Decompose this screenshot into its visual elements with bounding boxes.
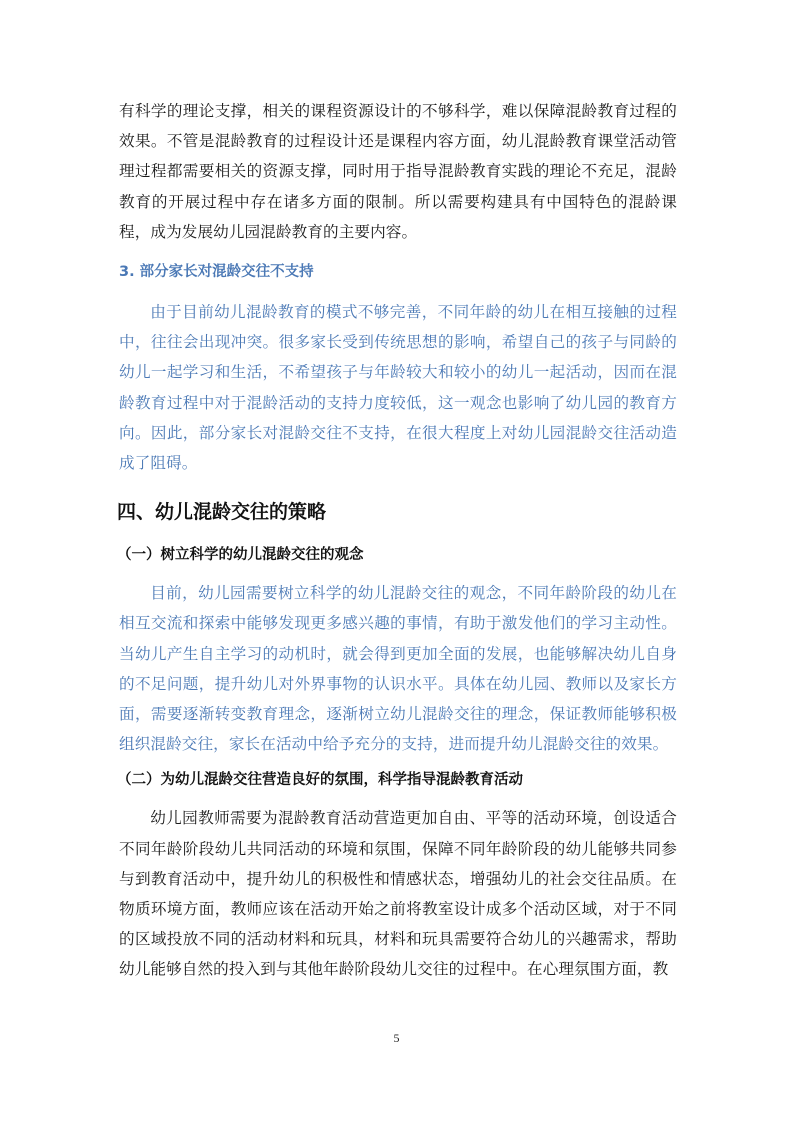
subheading-parents-not-supportive: 3. 部分家长对混龄交往不支持: [119, 264, 314, 281]
subheading-scientific-concept: （一）树立科学的幼儿混龄交往的观念: [117, 547, 364, 564]
paragraph-curriculum: 有科学的理论支撑，相关的课程资源设计的不够科学，难以保障混龄教育过程的效果。不管是混龄教育的过程设计还是课程内容方面，幼儿混龄教育课堂活动管理过程都需要相关的资源支撑，同时用于指导混龄教育实践的理论不充足，混龄教育的开展过程中存在诸多方面的限制。所以需要构建具有中国特色的混龄课程，成为发展幼儿园混龄教育的主要内容。: [119, 102, 677, 241]
paragraph-scientific-concept: 目前，幼儿园需要树立科学的幼儿混龄交往的观念，不同年龄阶段的幼儿在相互交流和探索中能够发现更多感兴趣的事情，有助于激发他们的学习主动性。当幼儿产生自主学习的动机时，就会得到更加全面的发展，也能够解决幼儿自身的不足问题，提升幼儿对外界事物的认识水平。具体在幼儿园、教师以及家长方面，需要逐渐转变教育理念，逐渐树立幼儿混龄交往的理念，保证教师能够积极组织混龄交往，家长在活动中给予充分的支持，进而提升幼儿混龄交往的效果。: [119, 584, 677, 754]
page-number: 5: [393, 1031, 400, 1045]
paragraph-parents: 由于目前幼儿混龄教育的模式不够完善，不同年龄的幼儿在相互接触的过程中，往往会出现冲突。很多家长受到传统思想的影响，希望自己的孩子与同龄的幼儿一起学习和生活，不希望孩子与年龄较大和较小的幼儿一起活动，因而在混龄教育过程中对于混龄活动的支持力度较低，这一观念也影响了幼儿园的教育方向。因此，部分家长对混龄交往不支持，在很大程度上对幼儿园混龄交往活动造成了阻碍。: [119, 303, 677, 473]
paragraph-atmosphere: 幼儿园教师需要为混龄教育活动营造更加自由、平等的活动环境，创设适合不同年龄阶段幼儿共同活动的环境和氛围，保障不同年龄阶段的幼儿能够共同参与到教育活动中，提升幼儿的积极性和情感状态，增强幼儿的社会交往品质。在物质环境方面，教师应该在活动开始之前将教室设计成多个活动区域，对于不同的区域投放不同的活动材料和玩具，材料和玩具需要符合幼儿的兴趣需求，帮助幼儿能够自然的投入到与其他年龄阶段幼儿交往的过程中。在心理氛围方面，教: [119, 809, 677, 979]
section-heading-strategies: 四、幼儿混龄交往的策略: [117, 501, 327, 524]
subheading-atmosphere: （二）为幼儿混龄交往营造良好的氛围，科学指导混龄教育活动: [117, 772, 523, 789]
document-page: [119, 96, 677, 985]
